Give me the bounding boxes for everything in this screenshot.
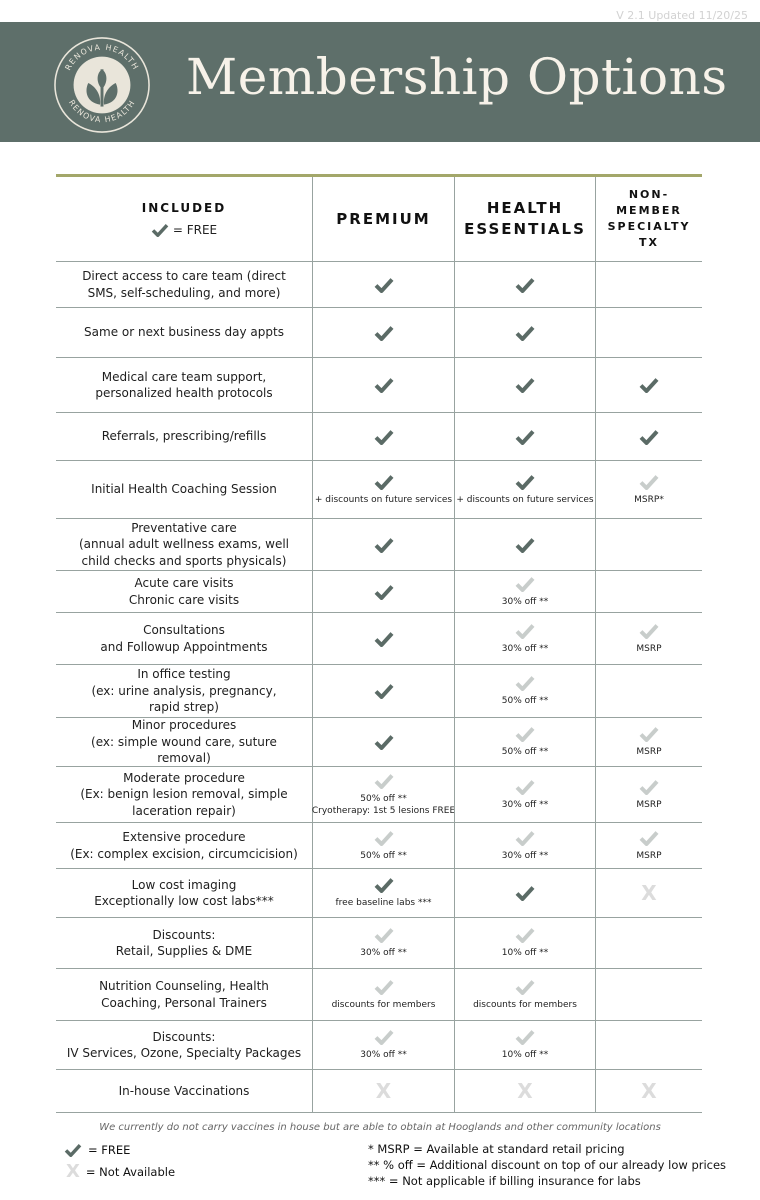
cell-premium [312,308,454,357]
cell-non-member [595,1021,702,1069]
row-label-line: IV Services, Ozone, Specialty Packages [66,1046,302,1060]
table-row [56,823,702,869]
row-label-line: Discounts: [152,927,216,942]
cell-premium [312,1021,454,1069]
header-he-line2: ESSENTIALS [464,220,586,238]
row-label [56,918,312,968]
cell-health-essentials [454,969,595,1020]
row-label [56,869,312,917]
row-label-line: Discounts: [152,1029,216,1044]
cell-note: + discounts on future services [456,494,594,505]
logo-text-bottom: RENOVA HEALTH [66,98,138,125]
table-row [56,767,702,823]
row-label-line: Moderate procedure [123,770,245,785]
check-light-icon [515,779,535,795]
row-label-line: (Ex: complex excision, circumcicision) [70,846,298,861]
check-icon [515,377,535,393]
row-label [56,613,312,664]
cell-note: 50% off ** [360,850,407,861]
cell-non-member [595,869,702,917]
cell-health-essentials [454,823,595,868]
check-icon [515,429,535,445]
check-icon [374,537,394,553]
cell-premium [312,571,454,612]
cell-note: 30% off ** [360,1050,407,1060]
table-row [56,665,702,718]
cell-non-member [595,823,702,868]
row-label-line: Low cost imaging [131,877,237,892]
cell-non-member [595,262,702,307]
row-label [56,969,312,1020]
x-icon: X [375,1079,392,1103]
row-label-line: In-house Vaccinations [118,1083,250,1098]
header-included [56,177,312,261]
cell-health-essentials [454,358,595,412]
table-row [56,358,702,413]
legend-labs: *** = Not applicable if billing insurance for labs [368,1174,641,1188]
row-label [56,1021,312,1069]
cell-note-secondary: Cryotherapy: 1st 5 lesions FREE [311,805,456,816]
check-icon [515,885,535,901]
cell-note: 50% off ** [501,747,549,757]
table-row [56,1070,702,1113]
row-label [56,413,312,460]
legend-free [64,1143,130,1157]
check-light-icon [374,927,394,943]
check-light-icon [639,726,659,742]
cell-health-essentials [454,519,595,570]
check-light-icon [639,830,659,846]
row-label-line: Extensive procedure [122,830,246,844]
row-label-line: Same or next business day appts [84,325,284,340]
row-label-line: In office testing [137,667,231,682]
row-label-line: child checks and sports physicals) [81,553,287,568]
x-icon: X [641,881,657,905]
table-body [56,262,702,1113]
check-light-icon [374,1029,394,1045]
row-label [56,461,312,518]
check-light-icon [515,726,535,742]
cell-note: 30% off ** [501,799,549,810]
cell-premium [312,823,454,868]
check-light-icon [515,830,535,846]
row-label [56,358,312,412]
check-icon [515,325,535,341]
check-icon [151,223,169,237]
row-label [56,665,312,717]
check-icon [639,377,659,393]
check-light-icon [515,1029,535,1045]
row-label [56,1070,312,1112]
check-icon [374,277,394,293]
version-label: V 2.1 Updated 11/20/25 [616,9,748,22]
row-label-line: Exceptionally low cost labs*** [94,894,274,908]
cell-health-essentials [454,1070,595,1112]
row-label [56,308,312,357]
check-light-icon [515,927,535,943]
table-row [56,613,702,665]
cell-premium [312,262,454,307]
cell-health-essentials [454,461,595,518]
cell-premium [312,969,454,1020]
x-icon: X [517,1079,533,1103]
cell-non-member [595,571,702,612]
table-row [56,519,702,571]
row-label-line: Retail, Supplies & DME [115,944,253,958]
cell-note: MSRP* [634,494,664,505]
table-row [56,262,702,308]
cell-note: MSRP [636,799,662,810]
cell-note: 10% off ** [501,1050,549,1060]
table-row [56,969,702,1021]
cell-note: MSRP [636,747,662,757]
table-row [56,718,702,767]
check-icon [374,683,394,699]
check-icon [639,429,659,445]
cell-non-member [595,767,702,822]
row-label-line: Chronic care visits [128,592,240,607]
renova-health-logo [53,36,151,134]
cell-health-essentials [454,571,595,612]
cell-note: 50% off ** [360,793,407,804]
cell-non-member [595,308,702,357]
row-label-line: personalized health protocols [95,386,273,400]
check-light-icon [374,979,394,995]
row-label-line: Consultations [143,623,225,637]
header-he-line1: HEALTH [486,199,564,217]
check-icon [374,325,394,341]
cell-note: 30% off ** [360,948,407,958]
row-label-line: Direct access to care team (direct [82,269,286,283]
cell-health-essentials [454,262,595,307]
header-premium-label: PREMIUM [336,209,431,228]
cell-health-essentials [454,718,595,766]
check-light-icon [515,675,535,691]
table-row [56,308,702,358]
cell-health-essentials [454,918,595,968]
row-label-line: SMS, self-scheduling, and more) [87,285,281,300]
header-non-member [595,177,702,261]
check-icon [515,277,535,293]
cell-health-essentials [454,1021,595,1069]
cell-premium [312,1070,454,1112]
x-icon: X [66,1161,80,1182]
check-light-icon [639,474,659,490]
cell-health-essentials [454,869,595,917]
header-included-label: INCLUDED [141,201,227,215]
row-label-line: rapid strep) [149,700,219,715]
row-label-line: Initial Health Coaching Session [91,482,277,497]
free-legend-text: = FREE [172,222,218,237]
cell-note: 30% off ** [501,850,549,861]
cell-premium [312,918,454,968]
check-icon [374,429,394,445]
check-icon [374,631,394,647]
cell-non-member [595,519,702,570]
check-light-icon [374,830,394,846]
check-light-icon [639,623,659,639]
cell-note: + discounts on future services [314,494,453,505]
page-header [0,22,760,142]
check-icon [374,877,394,893]
check-icon [64,1143,82,1157]
row-label-line: Acute care visits [134,576,234,590]
cell-premium [312,358,454,412]
cell-premium [312,519,454,570]
cell-premium [312,767,454,822]
check-icon [374,734,394,750]
cell-non-member [595,613,702,664]
vaccine-footnote: We currently do not carry vaccines in house but are able to obtain at Hooglands and other community locations [99,1122,661,1133]
cell-note: 50% off ** [501,696,549,706]
cell-note: 10% off ** [501,948,549,958]
cell-note: MSRP [636,850,662,861]
header-nm-line3: SPECIALTY [607,220,691,233]
row-label-line: and Followup Appointments [100,639,268,654]
cell-health-essentials [454,308,595,357]
table-row [56,461,702,519]
cell-premium [312,413,454,460]
row-label-line: Minor procedures [131,718,237,733]
legend-free-text: = FREE [88,1143,131,1157]
cell-note: discounts for members [473,999,577,1010]
check-light-icon [515,576,535,592]
check-icon [374,377,394,393]
row-label [56,823,312,868]
check-icon [374,584,394,600]
cell-health-essentials [454,665,595,717]
table-row [56,869,702,918]
row-label [56,519,312,570]
legend-na-text: = Not Available [85,1165,176,1179]
cell-note: free baseline labs *** [335,898,432,908]
row-label [56,571,312,612]
table-row [56,918,702,969]
row-label-line: (annual adult wellness exams, well [78,537,290,552]
x-icon: X [641,1079,657,1103]
row-label-line: Preventative care [131,520,237,535]
cell-non-member [595,718,702,766]
row-label-line: Medical care team support, [101,369,267,384]
cell-health-essentials [454,767,595,822]
row-label-line: Coaching, Personal Trainers [101,995,267,1010]
cell-note: MSRP [636,643,662,654]
header-premium [312,177,454,261]
cell-premium [312,718,454,766]
page-title: Membership Options [186,48,728,106]
cell-health-essentials [454,413,595,460]
header-nm-line1: NON- [628,188,670,201]
header-health-essentials [454,177,595,261]
membership-table [56,177,702,1113]
row-label-line: Referrals, prescribing/refills [101,429,267,444]
check-light-icon [515,979,535,995]
row-label-line: Nutrition Counseling, Health [99,979,269,993]
row-label-line: (Ex: benign lesion removal, simple [80,787,288,802]
cell-non-member [595,358,702,412]
cell-premium [312,461,454,518]
header-nm-line4: TX [639,236,659,249]
row-label-line: (ex: urine analysis, pregnancy, [91,683,277,698]
header-nm-line2: MEMBER [616,204,682,217]
cell-premium [312,869,454,917]
logo-text-top: RENOVA HEALTH [63,42,141,72]
cell-non-member [595,413,702,460]
cell-non-member [595,918,702,968]
cell-premium [312,665,454,717]
legend-pct-off: ** % off = Additional discount on top of our already low prices [368,1158,727,1172]
check-icon [374,474,394,490]
check-icon [515,537,535,553]
table-row [56,571,702,613]
table-header-row [56,177,702,262]
legend-not-available [66,1162,175,1182]
row-label [56,262,312,307]
check-light-icon [374,773,394,789]
free-legend-inline [151,222,217,239]
table-row [56,1021,702,1070]
table-row [56,413,702,461]
row-label-line: laceration repair) [132,803,236,818]
row-label [56,767,312,822]
cell-note: 30% off ** [501,643,549,654]
cell-non-member [595,461,702,518]
cell-non-member [595,1070,702,1112]
legend-msrp: * MSRP = Available at standard retail pricing [368,1142,625,1156]
cell-health-essentials [454,613,595,664]
row-label-line: (ex: simple wound care, suture removal) [91,734,277,766]
cell-non-member [595,665,702,717]
cell-premium [312,613,454,664]
cell-note: discounts for members [331,999,436,1010]
check-icon [515,474,535,490]
cell-note: 30% off ** [501,596,549,607]
check-light-icon [639,779,659,795]
row-label [56,718,312,766]
cell-non-member [595,969,702,1020]
check-light-icon [515,623,535,639]
